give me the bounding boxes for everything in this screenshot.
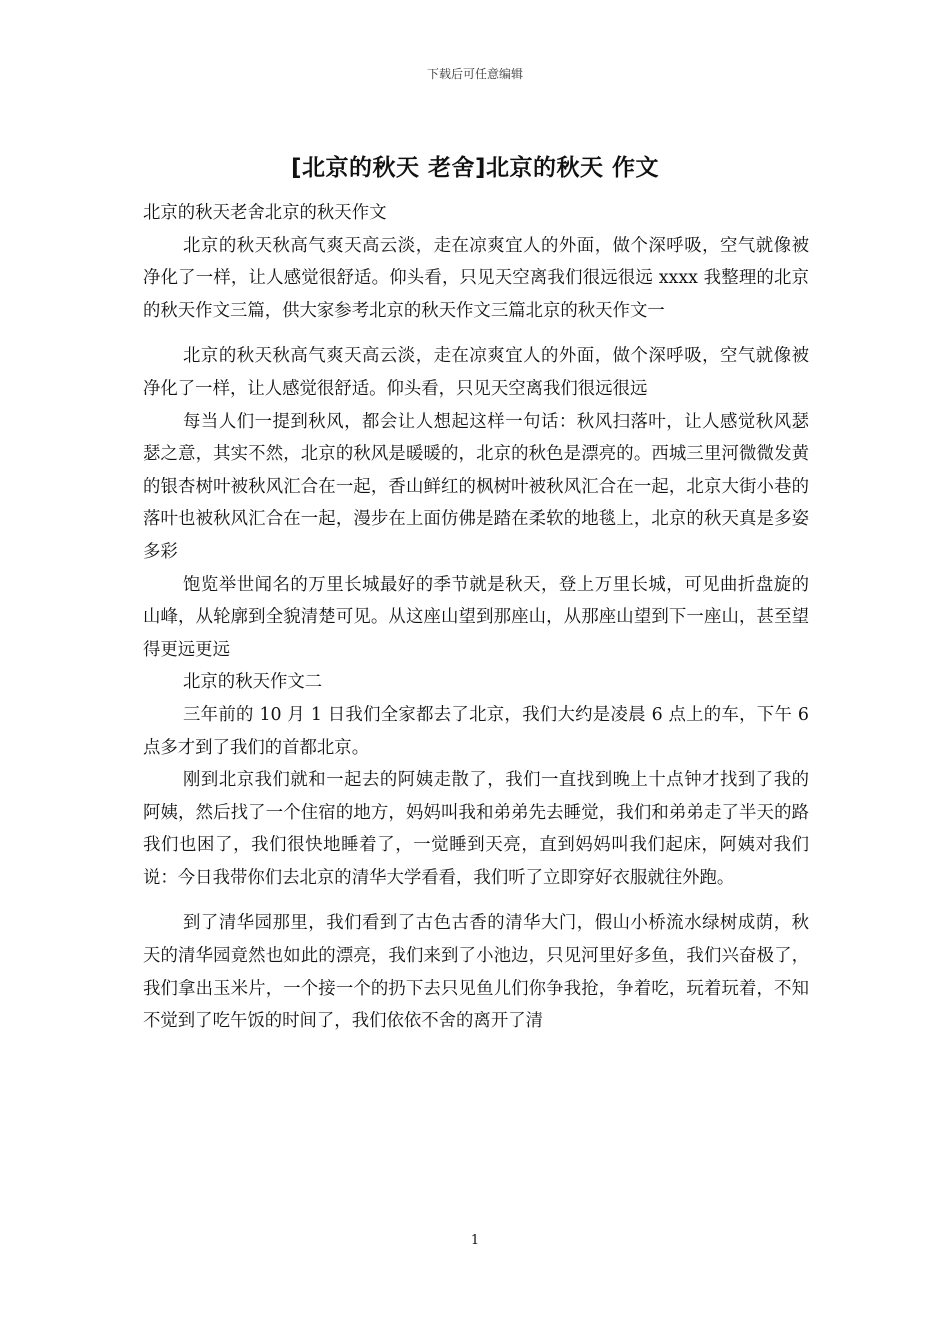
paragraph-4: 饱览举世闻名的万里长城最好的季节就是秋天，登上万里长城，可见曲折盘旋的山峰，从轮廓到全貌清楚可见。从这座山望到那座山，从那座山望到下一座山，甚至望得更远更远	[143, 574, 809, 660]
paragraph-7: 到了清华园那里，我们看到了古色古香的清华大门，假山小桥流水绿树成荫，秋天的清华园竟然也如此的漂亮，我们来到了小池边，只见河里好多鱼，我们兴奋极了，我们拿出玉米片，一个接一个的扔下去只见鱼儿们你争我抢，争着吃，玩着玩着，不知不觉到了吃午饭的时间了，我们依依不舍的离开了清	[143, 913, 809, 1032]
document-body	[143, 197, 809, 1038]
paragraph-2: 北京的秋天秋高气爽天高云淡，走在凉爽宜人的外面，做个深呼吸，空气就像被净化了一样，让人感觉很舒适。仰头看，只见天空离我们很远很远	[143, 346, 809, 399]
document-title: [北京的秋天 老舍]北京的秋天 作文	[290, 155, 660, 181]
paragraph-3: 每当人们一提到秋风，都会让人想起这样一句话：秋风扫落叶，让人感觉秋风瑟瑟之意，其实不然，北京的秋风是暖暖的，北京的秋色是漂亮的。西城三里河微微发黄的银杏树叶被秋风汇合在一起，香山鲜红的枫树叶被秋风汇合在一起，北京大街小巷的落叶也被秋风汇合在一起，漫步在上面仿佛是踏在柔软的地毯上，北京的秋天真是多姿多彩	[143, 411, 809, 562]
paragraph-5: 三年前的 10 月 1 日我们全家都去了北京，我们大约是凌晨 6 点上的车，下午 6 点多才到了我们的首都北京。	[143, 704, 809, 758]
section-heading-essay-2: 北京的秋天作文二	[183, 672, 323, 693]
paragraph-6: 刚到北京我们就和一起去的阿姨走散了，我们一直找到晚上十点钟才找到了我的阿姨，然后找了一个住宿的地方，妈妈叫我和弟弟先去睡觉，我们和弟弟走了半天的路我们也困了，我们很快地睡着了，一觉睡到天亮，直到妈妈叫我们起床，阿姨对我们说：今日我带你们去北京的清华大学看看，我们听了立即穿好衣服就往外跑。	[143, 770, 809, 888]
page-number: 1	[470, 1233, 480, 1248]
page-header-note: 下载后可任意编辑	[426, 67, 523, 81]
document-subtitle: 北京的秋天老舍北京的秋天作文	[143, 203, 387, 223]
paragraph-1: 北京的秋天秋高气爽天高云淡，走在凉爽宜人的外面，做个深呼吸，空气就像被净化了一样，让人感觉很舒适。仰头看，只见天空离我们很远很远 xxxx 我整理的北京的秋天作文三篇，供大家参考北京的秋天作文三篇北京的秋天作文一	[143, 235, 809, 321]
